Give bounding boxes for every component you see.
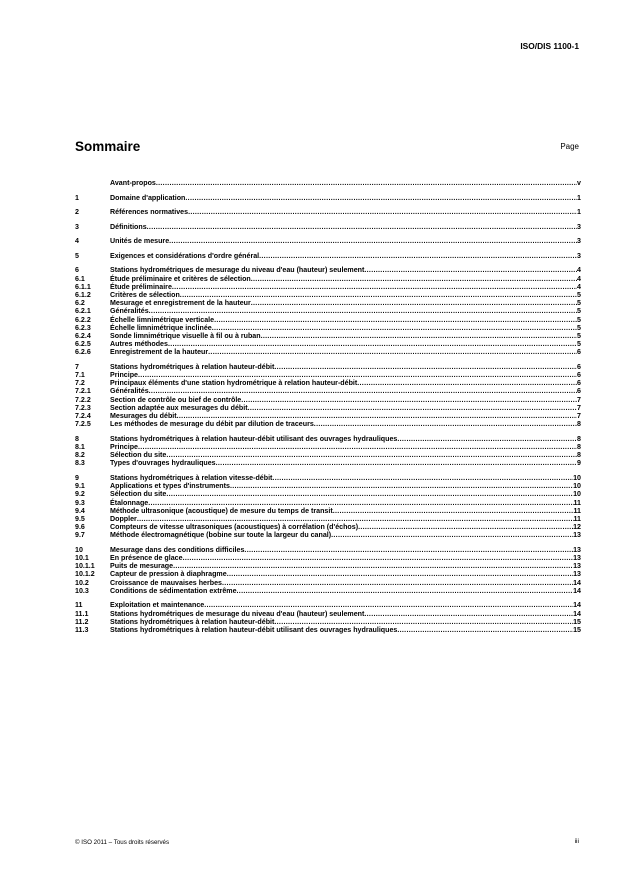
toc-entry-number: 6.2.2 [75, 315, 91, 324]
toc-entry-page: 15 [573, 617, 581, 626]
toc-entry-number: 1 [75, 193, 79, 202]
toc-entry-number: 6.1.1 [75, 282, 91, 291]
toc-entry-title: Définitions [110, 222, 147, 231]
dot-leader [274, 618, 573, 626]
page-number: iii [574, 838, 579, 845]
dot-leader [237, 587, 574, 595]
toc-entry-number: 9.4 [75, 506, 85, 515]
dot-leader [138, 371, 577, 379]
toc-entry-number: 10.3 [75, 586, 89, 595]
toc-entry[interactable] [75, 618, 581, 626]
toc-entry-number: 9.2 [75, 490, 85, 499]
toc-entry-number: 6.2 [75, 299, 85, 308]
toc-entry[interactable] [75, 546, 581, 554]
dot-leader [314, 420, 577, 428]
toc-entry-title: Généralités [110, 387, 149, 396]
toc-entry-number: 5 [75, 251, 79, 260]
toc-entry-title: Stations hydrométriques de mesurage du niveau d'eau (hauteur) seulement [110, 609, 365, 618]
toc-entry[interactable] [75, 499, 581, 507]
toc-entry[interactable] [75, 626, 581, 634]
toc-entry-title: Conditions de sédimentation extrême [110, 586, 237, 595]
toc-entry-number: 7.1 [75, 371, 85, 380]
toc-entry-page: 6 [577, 387, 581, 396]
toc-entry-number: 11.1 [75, 609, 89, 618]
dot-leader [272, 474, 573, 482]
dot-leader [331, 531, 573, 539]
dot-leader [166, 490, 573, 498]
toc-entry-number: 9.7 [75, 531, 85, 540]
toc-entry-title: Stations hydrométriques à relation hauteur-débit [110, 617, 275, 626]
toc-entry[interactable] [75, 451, 581, 459]
dot-leader [169, 237, 577, 245]
toc-entry[interactable] [75, 332, 581, 340]
dot-leader [156, 179, 577, 187]
toc-entry[interactable] [75, 283, 581, 291]
toc-entry[interactable] [75, 507, 581, 515]
toc-entry-page: 1 [577, 208, 581, 217]
toc-entry-page: 8 [577, 443, 581, 451]
document-reference: ISO/DIS 1100-1 [520, 41, 579, 51]
toc-entry-page: 5 [577, 331, 581, 340]
dot-leader [230, 482, 573, 490]
dot-leader [251, 299, 577, 307]
toc-entry-page: 14 [573, 609, 581, 618]
dot-leader [251, 275, 577, 283]
toc-entry-title: Étude préliminaire [110, 282, 172, 291]
toc-entry-number: 6 [75, 266, 79, 275]
toc-entry-title: Principe [110, 371, 138, 380]
toc-entry-page: 3 [577, 222, 581, 231]
toc-entry-page: 13 [573, 531, 581, 540]
toc-entry[interactable] [75, 340, 581, 348]
dot-leader [208, 348, 577, 356]
toc-entry[interactable] [75, 299, 581, 307]
toc-entry-title: Étalonnage [110, 498, 149, 507]
toc-entry-page: 10 [573, 490, 581, 499]
dot-leader [188, 208, 577, 216]
toc-entry[interactable] [75, 474, 581, 482]
toc-entry-title: Croissance de mauvaises herbes [110, 578, 222, 587]
toc-entry-page: 8 [577, 451, 581, 460]
toc-entry-title: Sonde limnimétrique visuelle à fil ou à ruban [110, 331, 261, 340]
toc-entry-number: 7.2.2 [75, 395, 91, 404]
toc-entry-page: 9 [577, 459, 581, 468]
dot-leader [172, 283, 577, 291]
toc-entry-number: 10.1.1 [75, 562, 95, 571]
toc-entry[interactable] [75, 275, 581, 283]
toc-entry-number: 10.1 [75, 554, 89, 563]
toc-entry-page: 3 [577, 251, 581, 260]
toc-entry-page: 5 [577, 315, 581, 324]
toc-entry-title: Stations hydrométriques à relation hauteur-débit utilisant des ouvrages hydrauliques [110, 625, 398, 634]
toc-entry[interactable] [75, 324, 581, 332]
dot-leader [137, 515, 574, 523]
toc-entry[interactable] [75, 412, 581, 420]
toc-entry[interactable] [75, 601, 581, 609]
toc-entry-page: 5 [577, 323, 581, 332]
toc-entry-title: Échelle limnimétrique inclinée [110, 323, 212, 332]
toc-entry[interactable] [75, 379, 581, 387]
toc-entry[interactable] [75, 482, 581, 490]
toc-entry[interactable] [75, 179, 581, 187]
toc-entry-title: Stations hydrométriques à relation vitesse-débit [110, 473, 273, 482]
toc-entry-page: 5 [577, 340, 581, 349]
toc-entry-page: 11 [573, 514, 581, 523]
toc-entry-page: 7 [577, 395, 581, 404]
toc-entry-title: Étude préliminaire et critères de sélection [110, 274, 251, 283]
toc-entry-page: 14 [573, 578, 581, 587]
toc-entry-title: Section de contrôle ou bief de contrôle [110, 395, 242, 404]
dot-leader [180, 291, 577, 299]
toc-entry-number: 8 [75, 434, 79, 443]
toc-entry-number: 6.2.5 [75, 340, 91, 349]
toc-entry[interactable] [75, 570, 581, 578]
toc-entry-page: 13 [573, 562, 581, 571]
toc-entry-title: Échelle limnimétrique verticale [110, 315, 215, 324]
dot-leader [148, 499, 573, 507]
toc-entry-title: Mesurage dans des conditions difficiles [110, 545, 245, 554]
dot-leader [397, 435, 577, 443]
toc-entry[interactable] [75, 348, 581, 356]
dot-leader [364, 266, 577, 274]
toc-entry-number: 7 [75, 362, 79, 371]
toc-entry-page: 12 [573, 523, 581, 532]
toc-entry-number: 11.3 [75, 625, 89, 634]
toc-entry-number: 7.2.4 [75, 412, 91, 421]
toc-entry-page: 6 [577, 379, 581, 388]
toc-entry-title: Autres méthodes [110, 340, 168, 349]
dot-leader [261, 332, 577, 340]
toc-entry-title: Types d'ouvrages hydrauliques [110, 459, 216, 468]
toc-entry-page: 8 [577, 420, 581, 429]
toc-entry-number: 8.3 [75, 459, 85, 468]
toc-entry[interactable] [75, 554, 581, 562]
toc-entry-number: 6.2.1 [75, 307, 91, 316]
dot-leader [248, 404, 577, 412]
dot-leader [149, 307, 577, 315]
toc-entry-number: 9.1 [75, 482, 85, 491]
toc-entry-title: Exigences et considérations d'ordre général [110, 251, 260, 260]
toc-entry-number: 4 [75, 237, 79, 246]
table-of-contents [75, 179, 581, 634]
dot-leader [241, 396, 577, 404]
toc-entry-page: 15 [573, 625, 581, 634]
toc-entry-number: 6.1.2 [75, 291, 91, 300]
toc-entry-title: Stations hydrométriques à relation hauteur-débit utilisant des ouvrages hydrauliques [110, 434, 398, 443]
toc-entry-page: 13 [573, 545, 581, 554]
toc-entry-page: 13 [573, 554, 581, 563]
toc-entry-title: Critères de sélection [110, 291, 180, 300]
dot-leader [274, 363, 577, 371]
toc-entry-page: 14 [573, 586, 581, 595]
toc-entry-title: Généralités [110, 307, 149, 316]
toc-entry-number: 7.2.5 [75, 420, 91, 429]
toc-entry-title: Avant-propos [110, 179, 156, 187]
toc-entry-title: Compteurs de vitesse ultrasoniques (acoustiques) à corrélation (d'échos) [110, 523, 359, 532]
toc-entry-page: 6 [577, 348, 581, 357]
dot-leader [216, 459, 577, 467]
toc-entry-number: 9.6 [75, 523, 85, 532]
dot-leader [168, 340, 577, 348]
toc-entry[interactable] [75, 387, 581, 395]
dot-leader [227, 570, 573, 578]
toc-entry-title: Mesurage et enregistrement de la hauteur [110, 299, 251, 308]
toc-entry-number: 2 [75, 208, 79, 217]
page-column-label: Page [560, 142, 579, 151]
toc-entry-title: En présence de glace [110, 554, 183, 563]
toc-entry-title: Références normatives [110, 208, 189, 217]
toc-entry-title: Exploitation et maintenance [110, 601, 205, 610]
toc-entry-number: 9 [75, 473, 79, 482]
toc-entry-page: 14 [573, 601, 581, 610]
toc-entry-title: Doppler [110, 514, 137, 523]
toc-entry-title: Sélection du site [110, 490, 167, 499]
dot-leader [358, 523, 573, 531]
dot-leader [166, 451, 577, 459]
toc-entry[interactable] [75, 515, 581, 523]
toc-entry-number: 11.2 [75, 617, 89, 626]
toc-entry-page: 11 [573, 498, 581, 507]
toc-entry-number: 9.5 [75, 514, 85, 523]
dot-leader [333, 507, 574, 515]
toc-entry-page: 10 [573, 473, 581, 482]
toc-entry[interactable] [75, 266, 581, 274]
toc-entry-number: 6.2.3 [75, 323, 91, 332]
toc-entry-title: Stations hydrométriques à relation hauteur-débit [110, 362, 275, 371]
dot-leader [138, 443, 577, 451]
toc-entry[interactable] [75, 237, 581, 245]
toc-entry-number: 3 [75, 222, 79, 231]
toc-entry-page: v [577, 179, 581, 187]
toc-entry[interactable] [75, 316, 581, 324]
toc-entry[interactable] [75, 435, 581, 443]
dot-leader [212, 324, 577, 332]
dot-leader [183, 554, 574, 562]
dot-leader [259, 252, 577, 260]
toc-entry-number: 7.2.1 [75, 387, 91, 396]
toc-entry-number: 10 [75, 545, 83, 554]
toc-entry-page: 4 [577, 282, 581, 291]
dot-leader [222, 579, 573, 587]
toc-entry[interactable] [75, 194, 581, 202]
toc-entry[interactable] [75, 363, 581, 371]
toc-entry-title: Section adaptée aux mesurages du débit [110, 403, 248, 412]
toc-entry-title: Mesurages du débit [110, 412, 177, 421]
toc-entry-number: 6.1 [75, 274, 85, 283]
toc-entry-page: 11 [573, 506, 581, 515]
copyright-notice: © ISO 2011 – Tous droits réservés [75, 839, 170, 846]
toc-entry-title: Domaine d'application [110, 193, 186, 202]
toc-entry-number: 8.2 [75, 451, 85, 460]
toc-entry[interactable] [75, 396, 581, 404]
toc-entry-title: Stations hydrométriques de mesurage du niveau d'eau (hauteur) seulement [110, 266, 365, 275]
toc-heading: Sommaire [75, 139, 141, 154]
toc-entry-number: 6.2.4 [75, 331, 91, 340]
toc-entry-page: 6 [577, 362, 581, 371]
dot-leader [185, 194, 577, 202]
toc-entry-number: 10.1.2 [75, 570, 95, 579]
toc-entry[interactable] [75, 371, 581, 379]
toc-entry-number: 10.2 [75, 578, 89, 587]
toc-entry-page: 4 [577, 274, 581, 283]
toc-entry-number: 9.3 [75, 498, 85, 507]
toc-entry-title: Capteur de pression à diaphragme [110, 570, 227, 579]
toc-entry-title: Méthode électromagnétique (bobine sur toute la largeur du canal) [110, 531, 332, 540]
toc-entry-number: 8.1 [75, 443, 85, 451]
toc-entry-page: 5 [577, 291, 581, 300]
toc-entry[interactable] [75, 587, 581, 595]
toc-entry[interactable] [75, 252, 581, 260]
toc-entry-title: Sélection du site [110, 451, 167, 460]
dot-leader [204, 601, 573, 609]
toc-entry[interactable] [75, 420, 581, 428]
dot-leader [147, 223, 577, 231]
toc-entry[interactable] [75, 404, 581, 412]
toc-entry[interactable] [75, 531, 581, 539]
toc-entry-title: Puits de mesurage [110, 562, 174, 571]
toc-entry-page: 1 [577, 193, 581, 202]
toc-entry-page: 4 [577, 266, 581, 275]
toc-entry[interactable] [75, 291, 581, 299]
toc-entry-page: 7 [577, 403, 581, 412]
toc-entry[interactable] [75, 523, 581, 531]
toc-entry-number: 11 [75, 601, 83, 610]
toc-entry[interactable] [75, 459, 581, 467]
toc-entry-title: Enregistrement de la hauteur [110, 348, 209, 357]
dot-leader [357, 379, 577, 387]
toc-entry-page: 13 [573, 570, 581, 579]
dot-leader [364, 610, 573, 618]
toc-entry[interactable] [75, 223, 581, 231]
toc-entry[interactable] [75, 490, 581, 498]
dot-leader [149, 387, 577, 395]
dot-leader [214, 316, 577, 324]
toc-entry[interactable] [75, 307, 581, 315]
toc-entry-page: 5 [577, 307, 581, 316]
toc-entry-title: Applications et types d'instruments [110, 482, 230, 491]
dot-leader [397, 626, 573, 634]
toc-entry[interactable] [75, 443, 581, 451]
dot-leader [173, 562, 573, 570]
toc-entry[interactable] [75, 562, 581, 570]
toc-entry-page: 3 [577, 237, 581, 246]
toc-entry-number: 7.2.3 [75, 403, 91, 412]
toc-entry-title: Les méthodes de mesurage du débit par dilution de traceurs [110, 420, 314, 429]
toc-entry[interactable] [75, 208, 581, 216]
dot-leader [177, 412, 577, 420]
toc-entry[interactable] [75, 579, 581, 587]
toc-entry-title: Principaux éléments d'une station hydrométrique à relation hauteur-débit [110, 379, 358, 388]
toc-entry-title: Unités de mesure [110, 237, 170, 246]
toc-entry[interactable] [75, 610, 581, 618]
toc-entry-page: 7 [577, 412, 581, 421]
toc-entry-number: 6.2.6 [75, 348, 91, 357]
toc-entry-page: 5 [577, 299, 581, 308]
toc-entry-page: 6 [577, 371, 581, 380]
toc-entry-title: Principe [110, 443, 138, 451]
toc-entry-page: 10 [573, 482, 581, 491]
toc-entry-page: 8 [577, 434, 581, 443]
toc-entry-title: Méthode ultrasonique (acoustique) de mesure du temps de transit [110, 506, 333, 515]
toc-entry-number: 7.2 [75, 379, 85, 388]
dot-leader [244, 546, 573, 554]
